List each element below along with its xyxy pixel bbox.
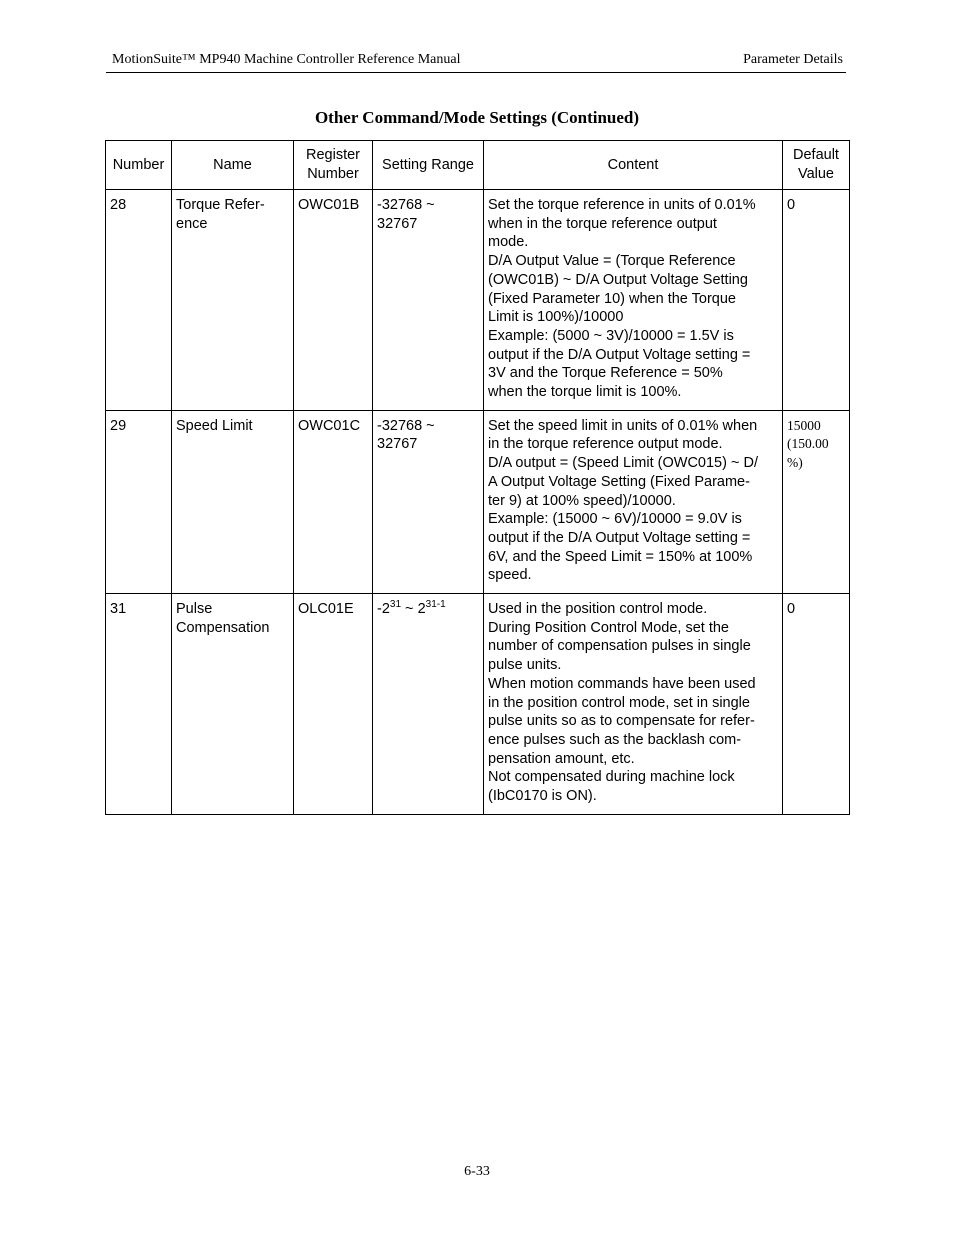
- cell-register: OLC01E: [294, 594, 373, 815]
- cell-number: 31: [106, 594, 172, 815]
- range-expression: $-2^{31}$ ~ 2$^{31-1}$: [377, 599, 446, 618]
- cell-register: OWC01B: [294, 190, 373, 411]
- cell-default: 15000 (150.00 %): [783, 410, 850, 593]
- header-content: Content: [484, 141, 783, 190]
- header-register-number: Register Number: [294, 141, 373, 190]
- manual-title: MotionSuite™ MP940 Machine Controller Reference Manual: [112, 52, 461, 67]
- cell-name: Speed Limit: [172, 410, 294, 593]
- table-row: [106, 190, 850, 411]
- cell-number: 28: [106, 190, 172, 411]
- parameter-table: [105, 140, 850, 815]
- cell-name: Torque Refer- ence: [172, 190, 294, 411]
- cell-content: Used in the position control mode. During Position Control Mode, set the number of compensation pulses in single pulse units. When motion commands have been used in the position control mode, set in single pulse units so as to compensate for refer- ence pulses such as the backlash com- pensation amount, etc. Not compensated during machine lock (IbC0170 is ON).: [484, 594, 783, 815]
- cell-range: [373, 594, 484, 815]
- header-setting-range: Setting Range: [373, 141, 484, 190]
- cell-register: OWC01C: [294, 410, 373, 593]
- cell-number: 29: [106, 410, 172, 593]
- table-header-row: [106, 141, 850, 190]
- cell-range: -32768 ~ 32767: [373, 410, 484, 593]
- table-row: [106, 594, 850, 815]
- cell-content: Set the speed limit in units of 0.01% when in the torque reference output mode. D/A output = (Speed Limit (OWC015) ~ D/ A Output Voltage Setting (Fixed Parame- ter 9) at 100% speed)/10000. Example: (15000 ~ 6V)/10000 = 9.0V is output if the D/A Output Voltage setting = 6V, and the Speed Limit = 150% at 100% speed.: [484, 410, 783, 593]
- page-number: 6-33: [464, 1164, 490, 1179]
- cell-default: 0: [783, 190, 850, 411]
- header-name: Name: [172, 141, 294, 190]
- header-default-value: Default Value: [783, 141, 850, 190]
- section-title: Parameter Details: [743, 52, 843, 67]
- header-number: Number: [106, 141, 172, 190]
- page-header: [106, 52, 846, 73]
- cell-content: Set the torque reference in units of 0.01% when in the torque reference output mode. D/A Output Value = (Torque Reference (OWC01B) ~ D/A Output Voltage Setting (Fixed Parameter 10) when the Torque Limit is 100%)/10000 Example: (5000 ~ 3V)/10000 = 1.5V is output if the D/A Output Voltage setting = 3V and the Torque Reference = 50% when the torque limit is 100%.: [484, 190, 783, 411]
- cell-default: 0: [783, 594, 850, 815]
- cell-name: Pulse Compensation: [172, 594, 294, 815]
- table-title: Other Command/Mode Settings (Continued): [314, 108, 640, 127]
- table-row: [106, 410, 850, 593]
- cell-range: -32768 ~ 32767: [373, 190, 484, 411]
